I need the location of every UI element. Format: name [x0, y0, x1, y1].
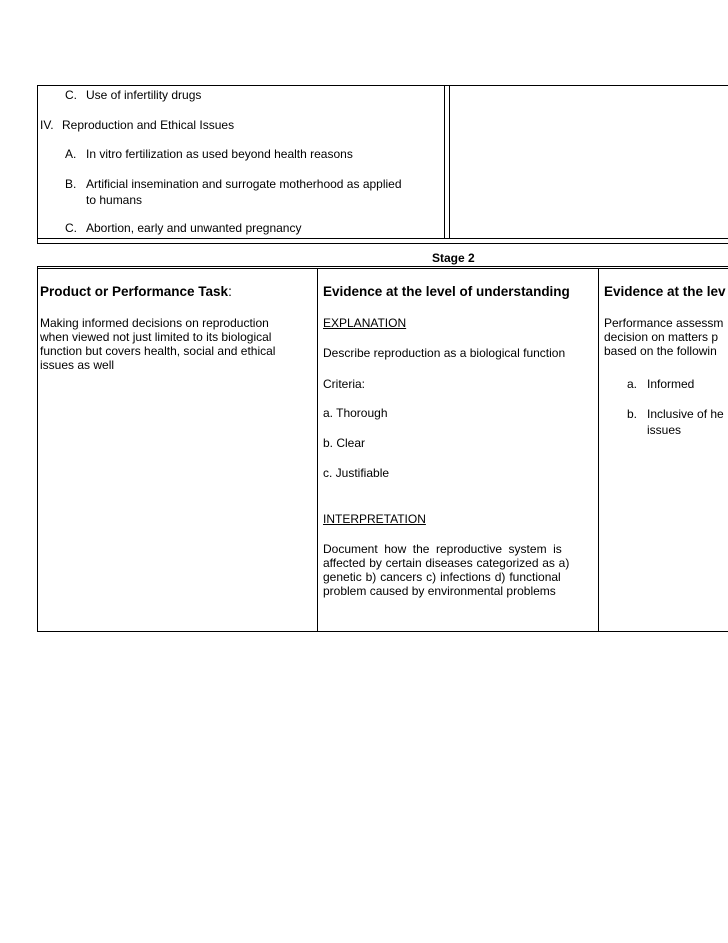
list-item	[65, 88, 77, 102]
col2-heading: Evidence at the level of understanding	[323, 284, 570, 299]
stage2-col-divider-2	[598, 268, 599, 632]
list-item-text: Use of infertility drugs	[86, 88, 202, 102]
list-marker: C.	[65, 88, 77, 102]
col3-line: decision on matters p	[604, 330, 719, 344]
interpretation-line: genetic b) cancers c) infections d) functional	[323, 570, 561, 584]
stage1-col-divider-b	[449, 85, 450, 238]
table-top-border	[37, 85, 728, 86]
list-item-text: Artificial insemination and surrogate motherhood as applied	[86, 177, 402, 191]
criteria-item: a. Thorough	[323, 406, 388, 420]
col1-line: issues as well	[40, 358, 115, 372]
col1-line: function but covers health, social and ethical	[40, 344, 276, 358]
list-item-text-continued: to humans	[86, 193, 143, 207]
col3-list-text-continued: issues	[647, 423, 682, 437]
list-item-text: Abortion, early and unwanted pregnancy	[86, 221, 302, 235]
interpretation-label: INTERPRETATION	[323, 512, 426, 526]
stage2-band-bottom-2	[37, 268, 728, 269]
col1-line: when viewed not just limited to its biological	[40, 330, 272, 344]
col3-list-text: Informed	[647, 377, 695, 391]
table-bottom-border	[37, 631, 728, 632]
criteria-item: c. Justifiable	[323, 466, 390, 480]
stage-label: Stage 2	[432, 251, 475, 265]
col3-heading: Evidence at the lev	[604, 284, 726, 299]
stage2-col-divider-1	[317, 268, 318, 632]
col3-list-marker: b.	[627, 407, 638, 421]
interpretation-line: affected by certain diseases categorized as a)	[323, 556, 570, 570]
stage2-band	[37, 244, 728, 266]
criteria-label: Criteria:	[323, 377, 366, 391]
list-marker: C.	[65, 221, 77, 235]
list-item-text: In vitro fertilization as used beyond health reasons	[86, 147, 353, 161]
interpretation-line: Document how the reproductive system is	[323, 542, 562, 556]
section-marker: IV.	[40, 118, 54, 132]
interpretation-line: problem caused by environmental problems	[323, 584, 556, 598]
explanation-label: EXPLANATION	[323, 316, 407, 330]
col3-list-text: Inclusive of he	[647, 407, 724, 421]
list-marker: A.	[65, 147, 77, 161]
stage1-bottom-border	[37, 238, 728, 239]
col3-line: based on the followin	[604, 344, 717, 358]
col1-heading: Product or Performance Task:	[40, 284, 232, 299]
stage2-band-bottom	[37, 266, 728, 267]
stage1-col-divider-a	[444, 85, 445, 238]
table-left-border	[37, 85, 38, 632]
col1-line: Making informed decisions on reproduction	[40, 316, 269, 330]
explanation-text: Describe reproduction as a biological function	[323, 346, 566, 360]
criteria-item: b. Clear	[323, 436, 366, 450]
list-marker: B.	[65, 177, 77, 191]
section-heading: Reproduction and Ethical Issues	[62, 118, 235, 132]
col3-list-marker: a.	[627, 377, 638, 391]
col3-line: Performance assessm	[604, 316, 724, 330]
